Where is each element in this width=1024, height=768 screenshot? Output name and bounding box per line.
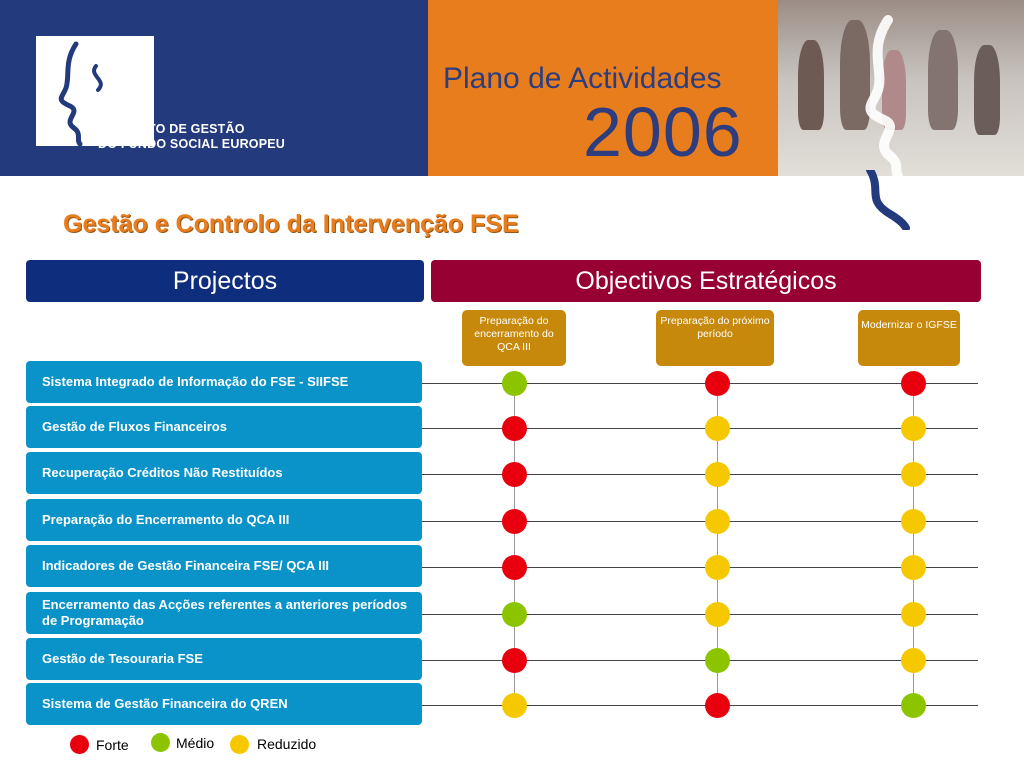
objective-tag-modernizar: Modernizar o IGFSE (858, 310, 960, 366)
legend-medio-dot (151, 733, 170, 752)
rating-dot-forte (502, 462, 527, 487)
objective-tag-encerramento: Preparação do encerramento do QCA III (462, 310, 566, 366)
org-name-line1: INSTITUTO DE GESTÃO (98, 122, 245, 136)
rating-dot-reduzido (901, 416, 926, 441)
rating-dot-forte (705, 371, 730, 396)
legend-medio-label: Médio (176, 735, 215, 751)
legend-forte-label: Forte (96, 737, 129, 753)
rating-dot-medio (502, 371, 527, 396)
rating-dot-reduzido (705, 602, 730, 627)
rating-dot-reduzido (901, 648, 926, 673)
logo-watermark-icon (838, 10, 958, 176)
rating-dot-reduzido (705, 509, 730, 534)
rating-dot-reduzido (901, 509, 926, 534)
crowd-photo (778, 0, 1024, 176)
rating-dot-reduzido (705, 462, 730, 487)
rating-dot-forte (705, 693, 730, 718)
rating-dot-reduzido (901, 555, 926, 580)
project-name: Gestão de Fluxos Financeiros (42, 419, 227, 434)
rating-dot-forte (502, 648, 527, 673)
rating-dot-reduzido (502, 693, 527, 718)
rating-dot-reduzido (705, 555, 730, 580)
legend-forte-dot (70, 735, 89, 754)
rating-dot-medio (502, 602, 527, 627)
project-row (26, 545, 422, 587)
project-name: Preparação do Encerramento do QCA III (42, 512, 290, 527)
rating-dot-forte (901, 371, 926, 396)
plan-title: Plano de Actividades (443, 62, 722, 95)
objective-tag-proximo-periodo: Preparação do próximo período (656, 310, 774, 366)
legend-reduzido-label: Reduzido (257, 736, 317, 752)
plan-year: 2006 (583, 93, 743, 171)
project-row (26, 638, 422, 680)
projects-header: Projectos (26, 260, 424, 302)
rating-dot-forte (502, 416, 527, 441)
rating-dot-reduzido (901, 602, 926, 627)
project-row (26, 406, 422, 448)
org-name-line2: DO FUNDO SOCIAL EUROPEU (98, 137, 286, 151)
logo-tail-icon (860, 170, 920, 230)
rating-dot-medio (901, 693, 926, 718)
rating-dot-reduzido (705, 416, 730, 441)
header-banner (0, 0, 1024, 176)
project-name: Recuperação Créditos Não Restituídos (42, 465, 283, 480)
org-name (98, 122, 285, 152)
project-row (26, 361, 422, 403)
objectives-header: Objectivos Estratégicos (431, 260, 981, 302)
project-name: Encerramento das Acções referentes a anteriores períodos de Programação (42, 597, 408, 628)
rating-dot-medio (705, 648, 730, 673)
project-row (26, 452, 422, 494)
project-name: Gestão de Tesouraria FSE (42, 651, 203, 666)
legend-reduzido-dot (230, 735, 249, 754)
project-name: Sistema Integrado de Informação do FSE - SIIFSE (42, 374, 349, 389)
project-name: Indicadores de Gestão Financeira FSE/ QCA III (42, 558, 330, 573)
project-name: Sistema de Gestão Financeira do QREN (42, 696, 288, 711)
section-title: Gestão e Controlo da Intervenção FSE (63, 210, 519, 238)
rating-dot-forte (502, 555, 527, 580)
project-row (26, 592, 422, 634)
project-row (26, 499, 422, 541)
rating-dot-forte (502, 509, 527, 534)
project-row (26, 683, 422, 725)
rating-dot-reduzido (901, 462, 926, 487)
